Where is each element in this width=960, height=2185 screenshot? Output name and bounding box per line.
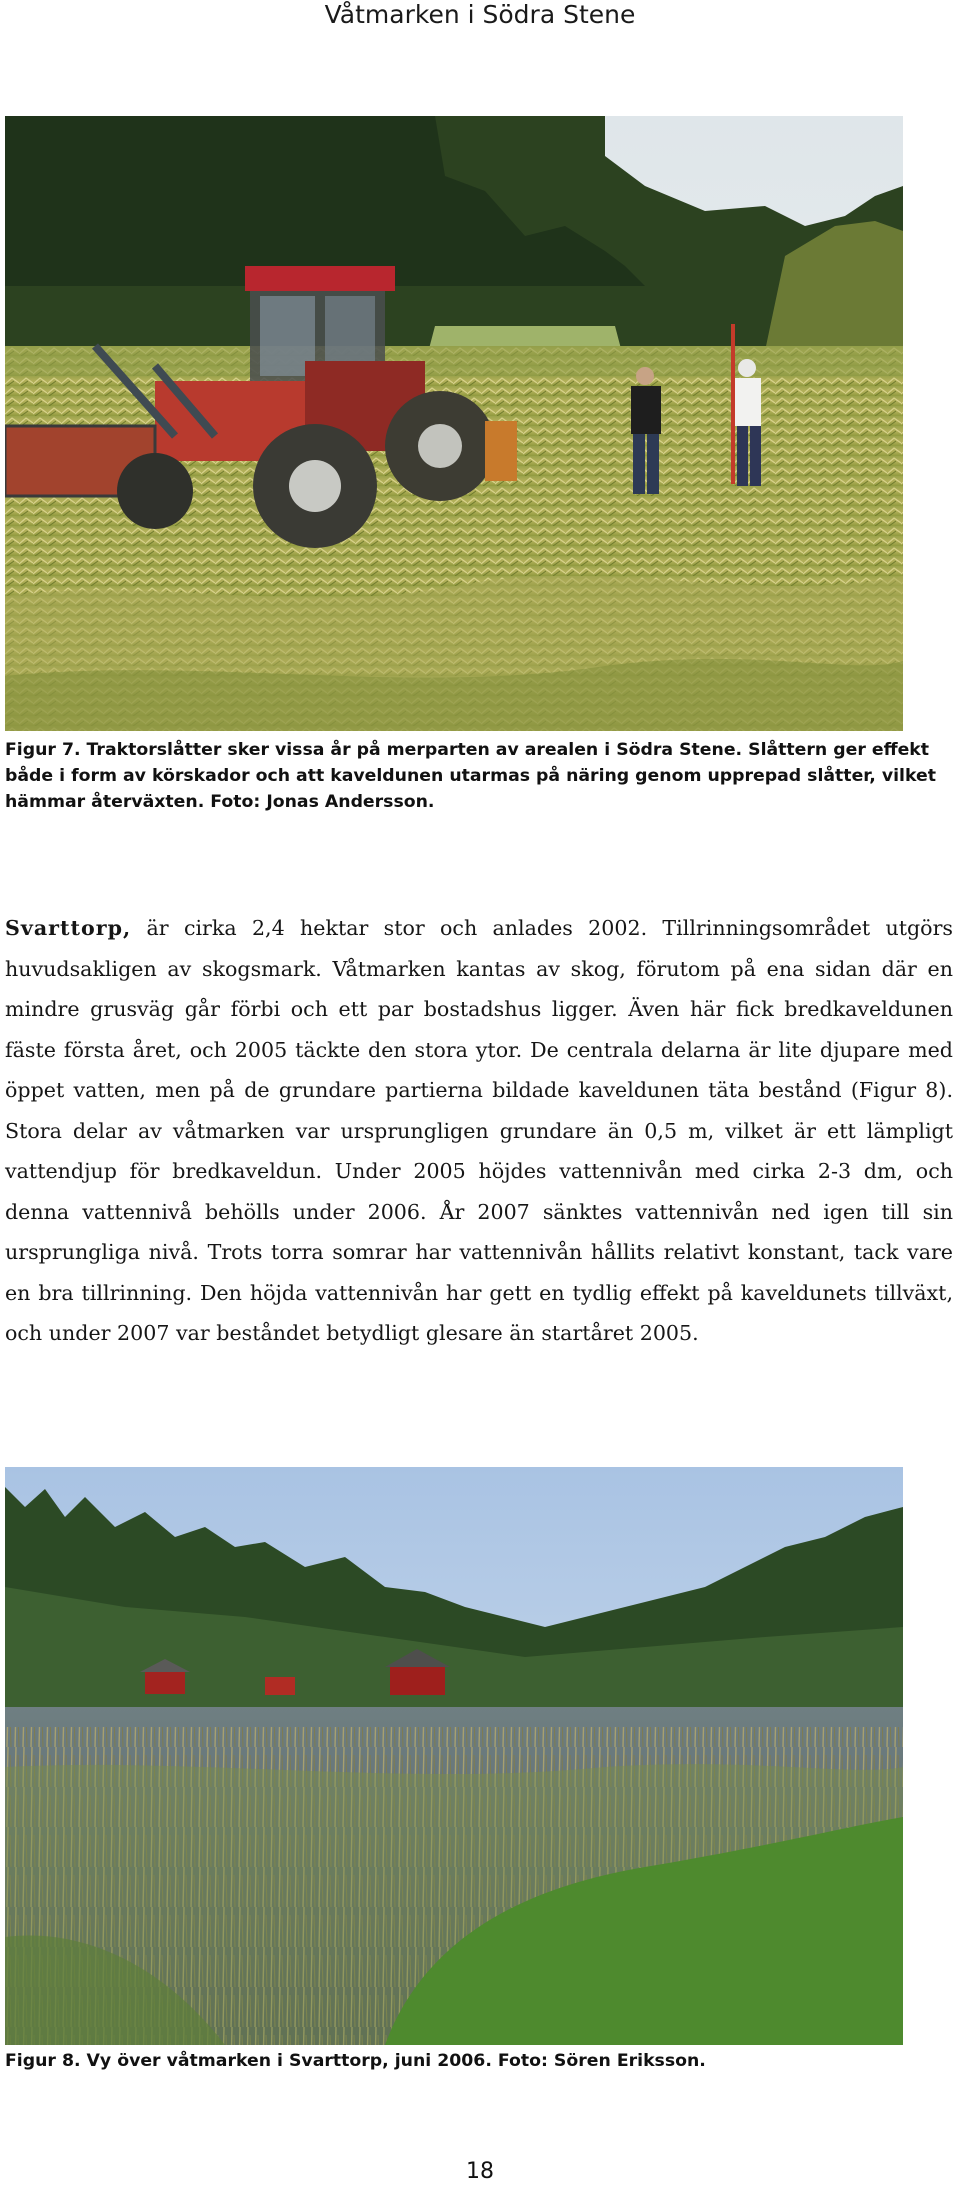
paragraph-text: är cirka 2,4 hektar stor och anlades 2002. Tillrinningsområdet utgörs huvudsakligen av skogsmark. Våtmarken kantas av skog, förutom på ena sidan där en mindre grusväg går förbi och ett par bostadshus ligger. Även här fick bredkaveldunen fäste första året, och 2005 täckte den stora ytor. De centrala delarna är lite djupare med öppet vatten, men på de grundare partierna bildade kaveldunen täta bestånd (Figur 8). Stora delar av våtmarken var ursprungligen grundare än 0,5 m, vilket är ett lämpligt vattendjup för bredkaveldun. Under 2005 höjdes vattennivån med cirka 2-3 dm, och denna vattennivå behölls under 2006. År 2007 sänktes vattennivån ned igen till sin ursprungliga nivå. Trots torra somrar har vattennivån hållits relativt konstant, tack vare en bra tillrinning. Den höjda vattennivån har gett en tydlig effekt på kaveldunets tillväxt, och under 2007 var beståndet betydligt glesare än startåret 2005. <box>5 916 953 1345</box>
svarttorp-wetland-photo <box>5 1467 903 2045</box>
figure-8-caption: Figur 8. Vy över våtmarken i Svarttorp, juni 2006. Foto: Sören Eriksson. <box>5 2051 706 2071</box>
tractor-mowing-photo <box>5 116 903 731</box>
paragraph-lead: Svarttorp, <box>5 916 132 940</box>
figure-7-caption: Figur 7. Traktorslåtter sker vissa år på merparten av arealen i Södra Stene. Slåttern ger effekt både i form av körskador och att kaveldunen utarmas på näring genom upprepad slåtter, vilket hämmar återväxten. Foto: Jonas Andersson. <box>5 740 936 812</box>
body-paragraph <box>5 908 953 1354</box>
running-header: Våtmarken i Södra Stene <box>324 0 636 29</box>
page-number: 18 <box>466 2159 494 2184</box>
